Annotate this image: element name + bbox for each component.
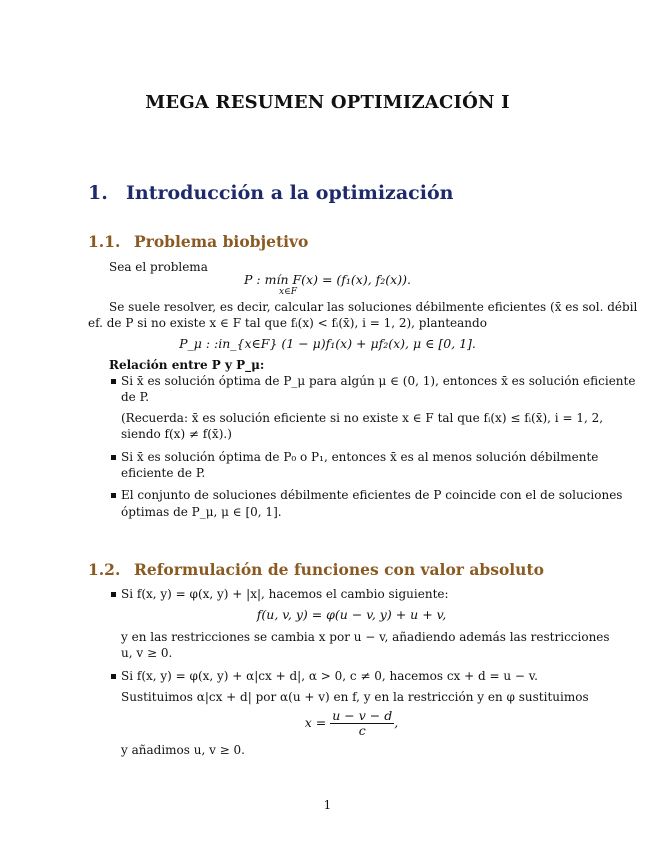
bullet2-line1: Si x̄ es solución óptima de P₀ o P₁, entonces x̄ es al menos solución débilmente bbox=[121, 450, 599, 464]
bullet1-note-line2: siendo f(x) ≠ f(x̄).) bbox=[121, 427, 232, 441]
case2-fraction-denominator: c bbox=[358, 723, 366, 738]
bullet-icon bbox=[111, 379, 116, 384]
subsection-title: Reformulación de funciones con valor absoluto bbox=[134, 560, 544, 579]
case1-line1: Si f(x, y) = φ(x, y) + |x|, hacemos el cambio siguiente: bbox=[121, 587, 449, 601]
equation-problem-subscript: x∈F bbox=[279, 287, 297, 297]
page-number: 1 bbox=[323, 798, 332, 812]
subsection-heading bbox=[88, 232, 308, 251]
paragraph-resolver-line1: Se suele resolver, es decir, calcular las soluciones débilmente eficientes (x̄ es sol. débil bbox=[109, 300, 638, 314]
bullet-icon bbox=[111, 674, 116, 679]
subsection-number: 1.1. bbox=[88, 232, 121, 251]
subsection-heading bbox=[88, 560, 544, 579]
case2-fraction-numerator: u − v − d bbox=[332, 708, 393, 723]
equation-pmu: P_μ : :in_{x∈F} (1 − μ)f₁(x) + μf₂(x), μ ∈ [0, 1]. bbox=[179, 336, 476, 351]
relation-heading: Relación entre P y P_μ: bbox=[109, 358, 265, 372]
case2-equation-tail: , bbox=[394, 715, 399, 730]
paragraph-resolver-line2: ef. de P si no existe x ∈ F tal que fᵢ(x) < fᵢ(x̄), i = 1, 2), planteando bbox=[88, 316, 487, 330]
equation-problem-text: P : mín F(x) = (f₁(x), f₂(x)). bbox=[244, 272, 411, 287]
case2-equation-lhs: x = bbox=[304, 715, 327, 730]
bullet1-note-line1: (Recuerda: x̄ es solución eficiente si no existe x ∈ F tal que fᵢ(x) ≤ fᵢ(x̄), i = 1, 2, bbox=[121, 411, 604, 425]
subsection-number: 1.2. bbox=[88, 560, 121, 579]
section-number: 1. bbox=[88, 182, 108, 204]
document-title: MEGA RESUMEN OPTIMIZACIÓN I bbox=[145, 92, 510, 113]
case2-line3: y añadimos u, v ≥ 0. bbox=[121, 743, 245, 757]
case1-line2: y en las restricciones se cambia x por u − v, añadiendo además las restricciones bbox=[121, 630, 610, 644]
paragraph-intro: Sea el problema bbox=[109, 260, 208, 274]
bullet1-line1: Si x̄ es solución óptima de P_μ para algún μ ∈ (0, 1), entonces x̄ es solución eficiente bbox=[121, 374, 636, 388]
subsection-title: Problema biobjetivo bbox=[134, 232, 309, 251]
equation-problem bbox=[0, 272, 655, 287]
case1-equation: f(u, v, y) = φ(u − v, y) + u + v, bbox=[256, 607, 447, 622]
bullet-icon bbox=[111, 493, 116, 498]
bullet3-line1: El conjunto de soluciones débilmente eficientes de P coincide con el de soluciones bbox=[121, 488, 623, 502]
bullet2-line2: eficiente de P. bbox=[121, 466, 206, 480]
bullet1-line2: de P. bbox=[121, 390, 150, 404]
bullet-icon bbox=[111, 455, 116, 460]
section-title: Introducción a la optimización bbox=[126, 182, 454, 204]
bullet3-line2: óptimas de P_μ, μ ∈ [0, 1]. bbox=[121, 505, 282, 519]
case2-fraction bbox=[330, 709, 394, 738]
section-heading bbox=[88, 182, 453, 204]
case1-line3: u, v ≥ 0. bbox=[121, 646, 173, 660]
bullet-icon bbox=[111, 592, 116, 597]
case2-line1: Si f(x, y) = φ(x, y) + α|cx + d|, α > 0, c ≠ 0, hacemos cx + d = u − v. bbox=[121, 669, 538, 683]
case2-equation bbox=[0, 709, 655, 738]
case2-line2: Sustituimos α|cx + d| por α(u + v) en f, y en la restricción y en φ sustituimos bbox=[121, 690, 589, 704]
